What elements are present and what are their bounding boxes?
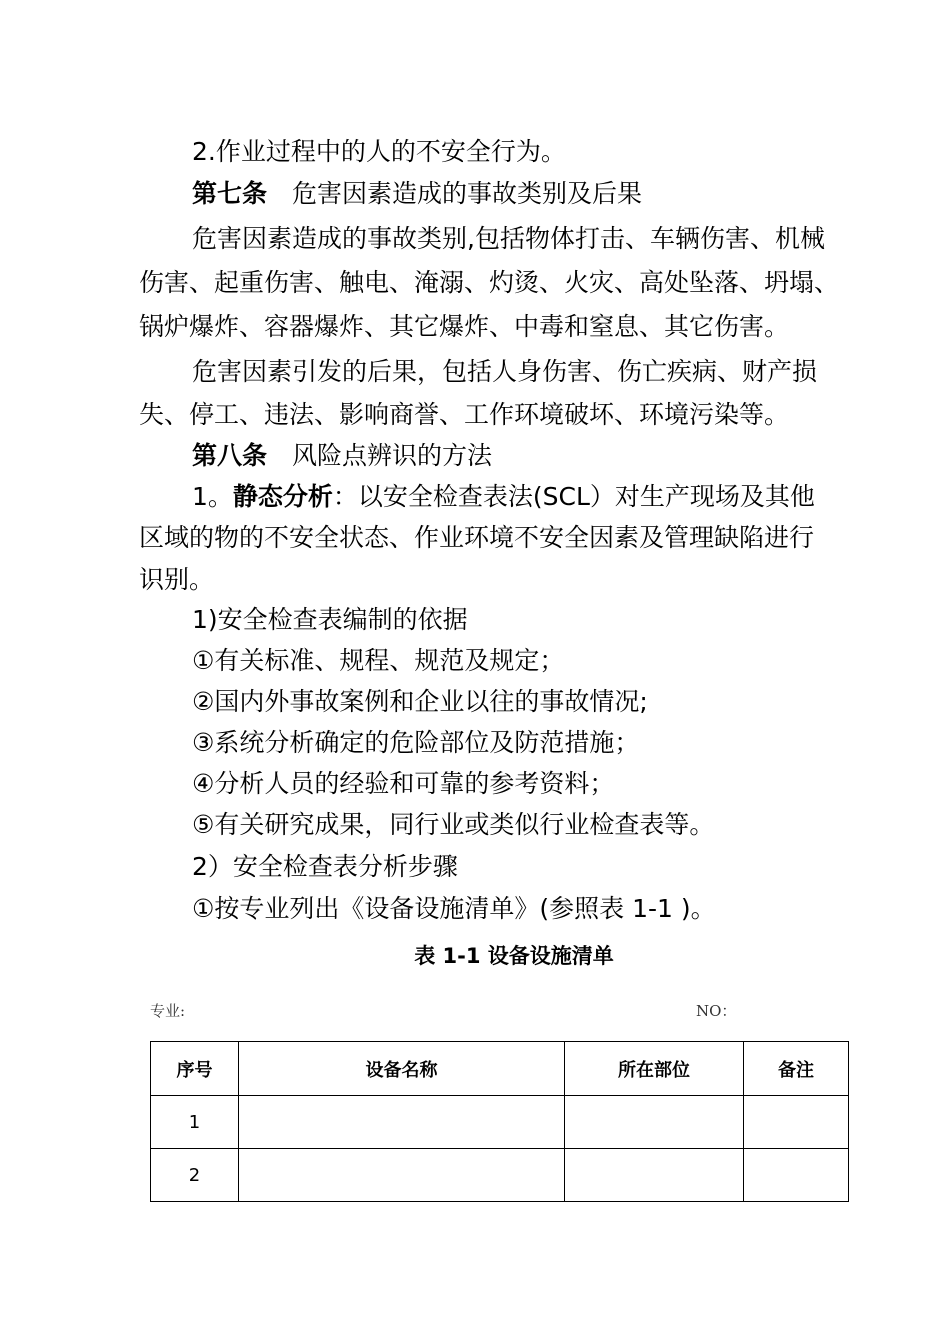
table-cell <box>744 1149 849 1202</box>
paragraph-line: 区域的物的不安全状态、作业环境不安全因素及管理缺陷进行 <box>139 523 815 552</box>
article-heading-7: 第七条 危害因素造成的事故类别及后果 <box>192 179 643 208</box>
header-equipment-name: 设备名称 <box>239 1042 565 1096</box>
paragraph-line: 锅炉爆炸、容器爆炸、其它爆炸、中毒和窒息、其它伤害。 <box>139 312 790 341</box>
table-row <box>151 1096 849 1149</box>
static-analysis-term: 静态分析 <box>232 482 333 511</box>
paragraph-line: 2.作业过程中的人的不安全行为。 <box>192 137 566 166</box>
number-label: NO： <box>696 1002 737 1020</box>
header-remarks: 备注 <box>744 1042 849 1096</box>
paragraph-line: 失、停工、违法、影响商誉、工作环境破坏、环境污染等。 <box>139 400 790 429</box>
list-item: ①有关标准、规程、规范及规定； <box>192 646 565 675</box>
table-row <box>151 1149 849 1202</box>
list-item: ②国内外事故案例和企业以往的事故情况; <box>192 687 648 716</box>
paragraph-line: 识别。 <box>139 565 215 594</box>
article-number: 第八条 <box>192 441 268 470</box>
paragraph-line: 伤害、起重伤害、触电、淹溺、灼烫、火灾、高处坠落、坍塌、 <box>139 268 840 297</box>
list-item: ①按专业列出《设备设施清单》(参照表 1-1 )。 <box>192 894 716 923</box>
paragraph-line: 危害因素引发的后果，包括人身伤害、伤亡疾病、财产损 <box>192 357 818 386</box>
article-heading-8: 第八条 风险点辨识的方法 <box>192 441 493 470</box>
list-item: ③系统分析确定的危险部位及防范措施； <box>192 728 640 757</box>
table-cell <box>565 1149 744 1202</box>
table-header-row <box>151 1042 849 1096</box>
table-cell <box>744 1096 849 1149</box>
paragraph-line: 2）安全检查表分析步骤 <box>192 852 458 881</box>
table-cell: 1 <box>151 1096 239 1149</box>
table-caption: 表 1-1 设备设施清单 <box>414 944 614 968</box>
table-cell <box>239 1096 565 1149</box>
list-item: ⑤有关研究成果，同行业或类似行业检查表等。 <box>192 810 715 839</box>
article-number: 第七条 <box>192 179 268 208</box>
major-label: 专业: <box>150 1002 186 1020</box>
header-location: 所在部位 <box>565 1042 744 1096</box>
paragraph-line: 危害因素造成的事故类别,包括物体打击、车辆伤害、机械 <box>192 224 825 253</box>
table-cell: 2 <box>151 1149 239 1202</box>
paragraph-line: 1。静态分析：以安全检查表法(SCL）对生产现场及其他 <box>192 482 815 511</box>
equipment-list-table <box>150 1041 849 1202</box>
list-item: ④分析人员的经验和可靠的参考资料； <box>192 769 615 798</box>
header-serial: 序号 <box>151 1042 239 1096</box>
paragraph-line: 1)安全检查表编制的依据 <box>192 605 468 634</box>
table-cell <box>239 1149 565 1202</box>
table-cell <box>565 1096 744 1149</box>
